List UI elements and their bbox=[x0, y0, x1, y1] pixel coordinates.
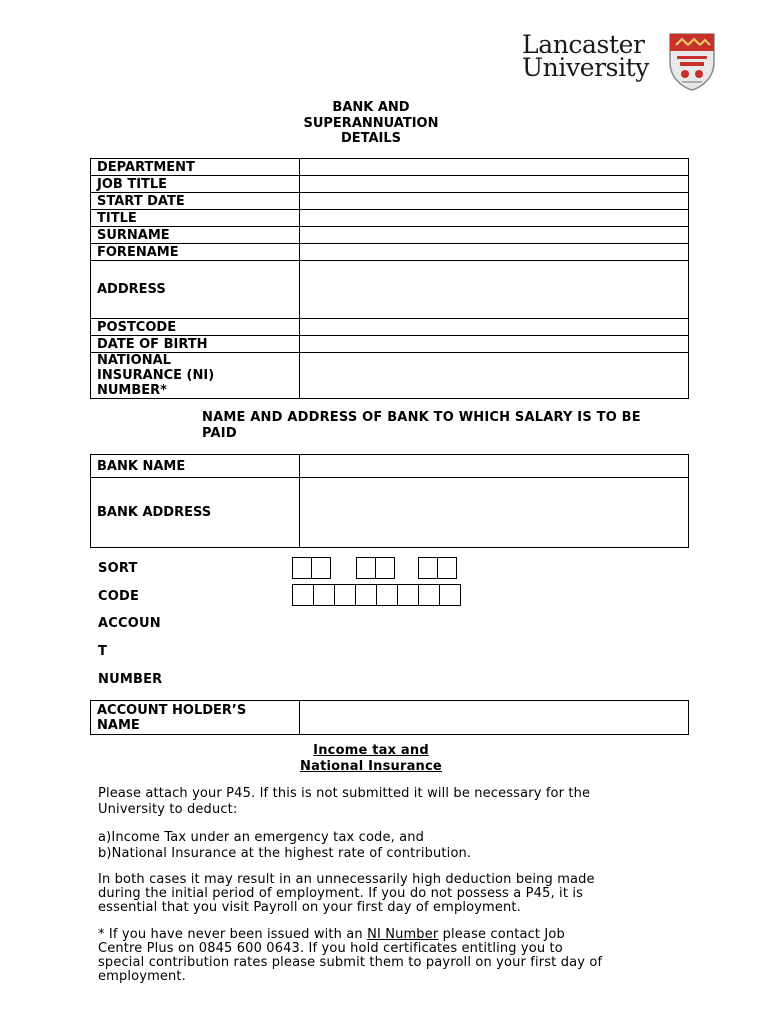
title-line-2: SUPERANNUATION bbox=[303, 115, 439, 131]
table-row bbox=[91, 193, 689, 210]
bank-name-field[interactable] bbox=[300, 455, 689, 478]
field-label: FORENAME bbox=[91, 244, 300, 261]
ni-number-label bbox=[91, 353, 300, 399]
code-label: CODE bbox=[98, 589, 140, 604]
ni-label-line-3: NUMBER* bbox=[97, 383, 167, 398]
account-label-part-2: T bbox=[98, 644, 108, 659]
account-digit-box[interactable] bbox=[313, 584, 335, 606]
ni-label-line-1: NATIONAL bbox=[97, 353, 171, 368]
surname-field[interactable] bbox=[300, 227, 689, 244]
bank-address-field[interactable] bbox=[300, 478, 689, 548]
account-digit-box[interactable] bbox=[397, 584, 419, 606]
sort-code-digit-box[interactable] bbox=[375, 557, 395, 579]
footnote-line-1 bbox=[98, 928, 602, 942]
logo-line-2: University bbox=[522, 53, 650, 82]
sort-code-digit-box[interactable] bbox=[311, 557, 331, 579]
table-row bbox=[91, 210, 689, 227]
ni-number-field[interactable] bbox=[300, 353, 689, 399]
footnote-line-4: employment. bbox=[98, 969, 186, 984]
table-row bbox=[91, 455, 689, 478]
crest-icon bbox=[668, 32, 716, 92]
personal-details-table bbox=[90, 158, 689, 399]
logo-line-1: Lancaster bbox=[522, 30, 645, 59]
field-label: START DATE bbox=[91, 193, 300, 210]
warning-line-3: essential that you visit Payroll on your first day of employment. bbox=[98, 900, 521, 915]
deduction-b: b)National Insurance at the highest rate of contribution. bbox=[98, 845, 472, 861]
field-label: JOB TITLE bbox=[91, 176, 300, 193]
footnote-paragraph bbox=[98, 928, 602, 984]
university-logo bbox=[522, 30, 722, 94]
account-digit-box[interactable] bbox=[334, 584, 356, 606]
account-holder-table bbox=[90, 700, 689, 735]
account-digit-box[interactable] bbox=[355, 584, 377, 606]
address-field[interactable] bbox=[300, 261, 689, 319]
p45-paragraph bbox=[98, 786, 590, 817]
account-holder-name-field[interactable] bbox=[300, 701, 689, 735]
sort-label: SORT bbox=[98, 561, 138, 576]
bank-heading-line-1: NAME AND ADDRESS OF BANK TO WHICH SALARY IS TO BE bbox=[202, 410, 641, 425]
table-row bbox=[91, 227, 689, 244]
account-digit-box[interactable] bbox=[418, 584, 440, 606]
sort-code-pair-3 bbox=[418, 557, 457, 579]
form-title bbox=[270, 100, 472, 147]
income-heading-line-1: Income tax and bbox=[313, 743, 429, 758]
field-label: SURNAME bbox=[91, 227, 300, 244]
footnote-text: please contact Job bbox=[438, 927, 565, 942]
table-row bbox=[91, 159, 689, 176]
table-row bbox=[91, 353, 689, 399]
title-line-3: DETAILS bbox=[340, 131, 402, 146]
p45-line-2: University to deduct: bbox=[98, 801, 238, 817]
sort-code-digit-box[interactable] bbox=[292, 557, 312, 579]
bank-heading-line-2: PAID bbox=[202, 426, 237, 441]
warning-line-2: during the initial period of employment. If you do not possess a P45, it is bbox=[98, 886, 584, 901]
title-line-1: BANK AND bbox=[332, 100, 410, 115]
table-row bbox=[91, 261, 689, 319]
account-number-boxes bbox=[292, 584, 461, 606]
title-field[interactable] bbox=[300, 210, 689, 227]
table-row bbox=[91, 701, 689, 735]
sort-code-digit-box[interactable] bbox=[437, 557, 457, 579]
number-label: NUMBER bbox=[98, 672, 163, 687]
account-digit-box[interactable] bbox=[376, 584, 398, 606]
account-digit-box[interactable] bbox=[292, 584, 314, 606]
income-tax-heading bbox=[270, 743, 472, 775]
ni-number-link: NI Number bbox=[367, 927, 439, 942]
income-heading-line-2: National Insurance bbox=[300, 759, 442, 774]
table-row bbox=[91, 319, 689, 336]
field-label: BANK ADDRESS bbox=[91, 478, 300, 548]
bank-heading bbox=[202, 410, 641, 442]
table-row bbox=[91, 176, 689, 193]
sort-code-digit-box[interactable] bbox=[418, 557, 438, 579]
date-of-birth-field[interactable] bbox=[300, 336, 689, 353]
account-holder-label bbox=[91, 701, 300, 735]
warning-paragraph bbox=[98, 873, 595, 915]
postcode-field[interactable] bbox=[300, 319, 689, 336]
department-field[interactable] bbox=[300, 159, 689, 176]
start-date-field[interactable] bbox=[300, 193, 689, 210]
table-row bbox=[91, 244, 689, 261]
ni-label-line-2: INSURANCE (NI) bbox=[97, 368, 215, 383]
table-row bbox=[91, 478, 689, 548]
table-row bbox=[91, 336, 689, 353]
job-title-field[interactable] bbox=[300, 176, 689, 193]
sort-code-digit-box[interactable] bbox=[356, 557, 376, 579]
field-label: ADDRESS bbox=[91, 261, 300, 319]
field-label: BANK NAME bbox=[91, 455, 300, 478]
account-label-part-1: ACCOUN bbox=[98, 616, 161, 631]
field-label: POSTCODE bbox=[91, 319, 300, 336]
footnote-text: * If you have never been issued with an bbox=[98, 927, 368, 942]
bank-table bbox=[90, 454, 689, 548]
account-holder-label-line-2: NAME bbox=[97, 717, 140, 733]
footnote-line-2: Centre Plus on 0845 600 0643. If you hold certificates entitling you to bbox=[98, 941, 563, 956]
field-label: DATE OF BIRTH bbox=[91, 336, 300, 353]
field-label: TITLE bbox=[91, 210, 300, 227]
sort-code-pair-1 bbox=[292, 557, 331, 579]
sort-code-pair-2 bbox=[356, 557, 395, 579]
account-digit-box[interactable] bbox=[439, 584, 461, 606]
field-label: DEPARTMENT bbox=[91, 159, 300, 176]
deductions-list bbox=[98, 830, 471, 861]
warning-line-1: In both cases it may result in an unnecessarily high deduction being made bbox=[98, 872, 595, 887]
deduction-a: a)Income Tax under an emergency tax code, and bbox=[98, 830, 425, 845]
p45-line-1: Please attach your P45. If this is not submitted it will be necessary for the bbox=[98, 786, 591, 801]
account-holder-label-line-1: ACCOUNT HOLDER’S bbox=[97, 702, 247, 718]
footnote-line-3: special contribution rates please submit them to payroll on your first day of bbox=[98, 955, 603, 970]
forename-field[interactable] bbox=[300, 244, 689, 261]
